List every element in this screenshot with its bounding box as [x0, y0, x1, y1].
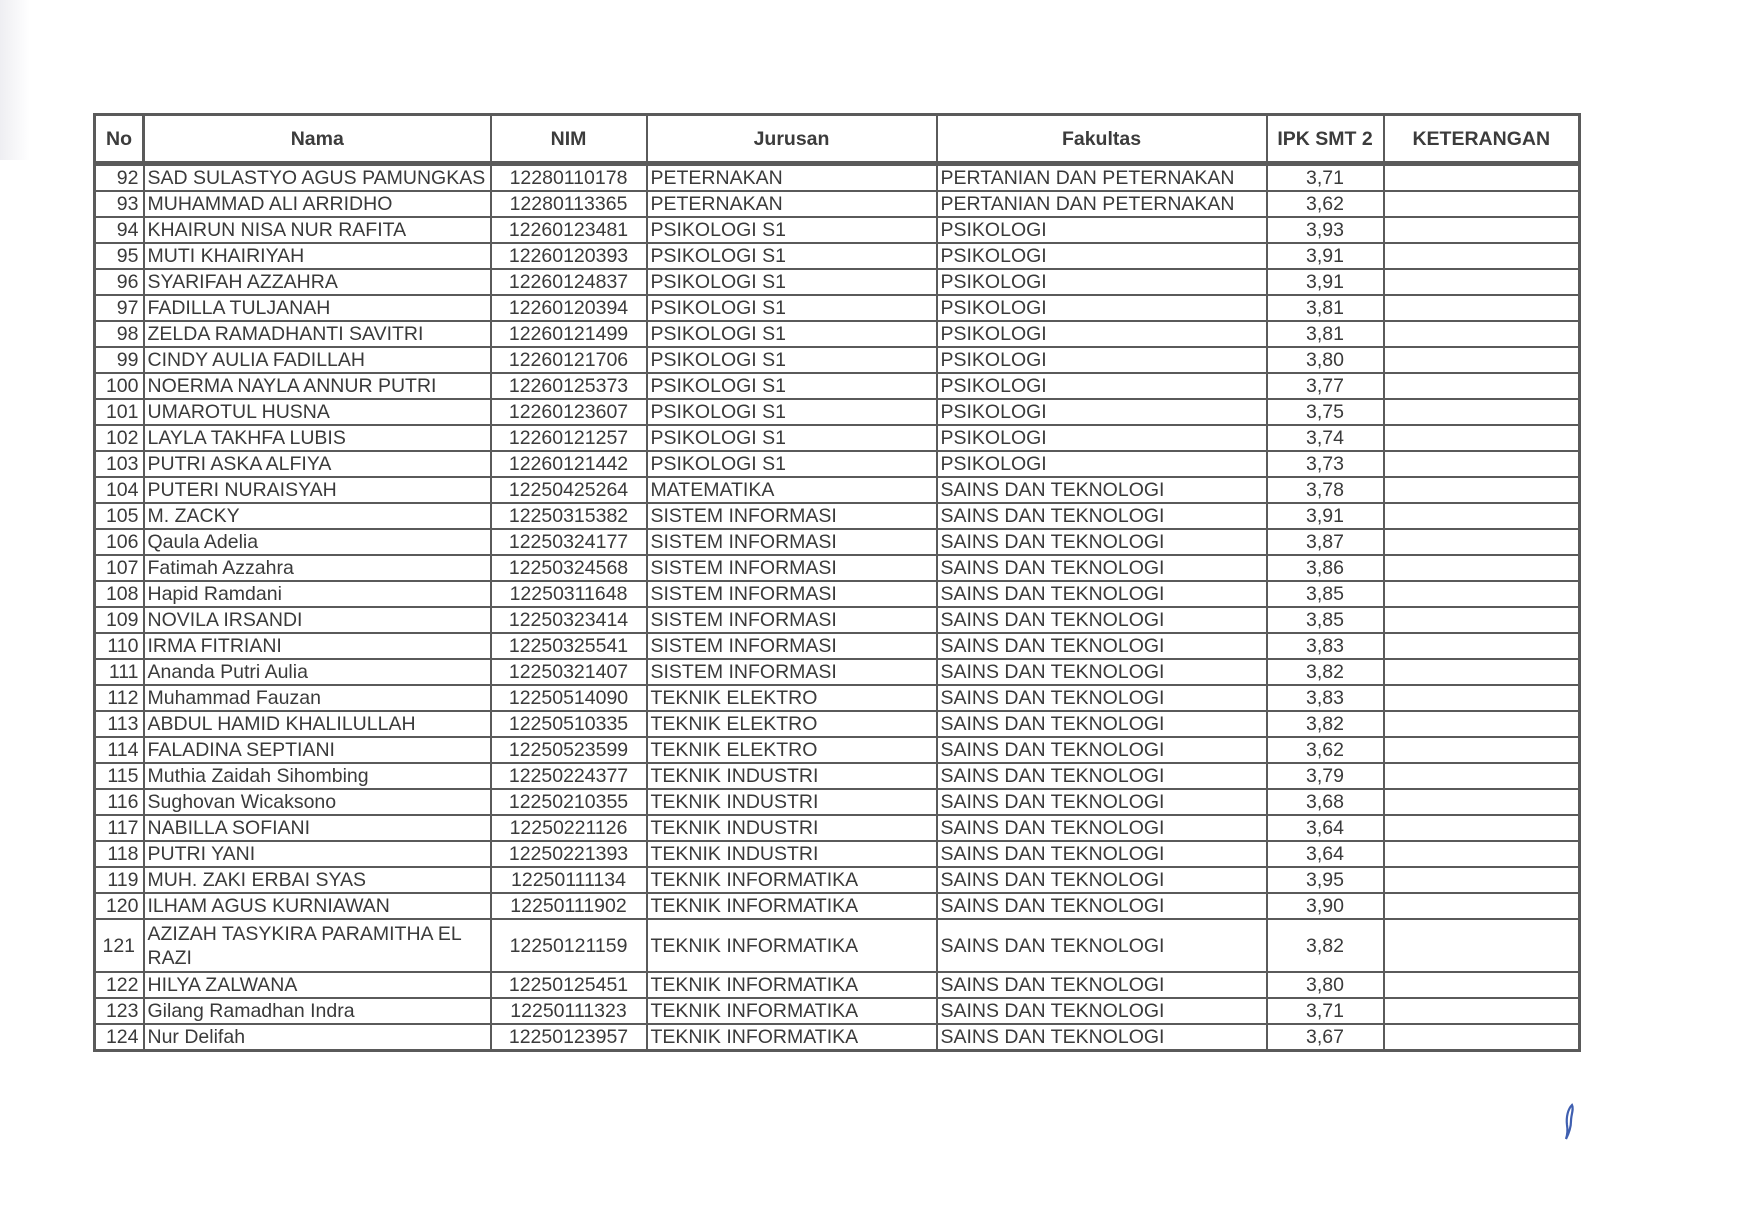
cell-keterangan: [1384, 815, 1580, 841]
cell-nim: 12260120393: [491, 243, 647, 269]
table-row: [95, 425, 1580, 451]
table-row: [95, 269, 1580, 295]
cell-nim: 12250523599: [491, 737, 647, 763]
cell-nim: 12250221393: [491, 841, 647, 867]
cell-jurusan: TEKNIK ELEKTRO: [647, 711, 937, 737]
table-row: [95, 685, 1580, 711]
cell-nim: 12250325541: [491, 633, 647, 659]
cell-keterangan: [1384, 633, 1580, 659]
cell-keterangan: [1384, 529, 1580, 555]
cell-no: 93: [95, 191, 144, 217]
cell-fakultas: SAINS DAN TEKNOLOGI: [937, 893, 1267, 919]
cell-ipk: 3,91: [1267, 243, 1384, 269]
cell-fakultas: PERTANIAN DAN PETERNAKAN: [937, 164, 1267, 192]
cell-keterangan: [1384, 737, 1580, 763]
cell-nim: 12250221126: [491, 815, 647, 841]
cell-keterangan: [1384, 841, 1580, 867]
cell-no: 103: [95, 451, 144, 477]
cell-fakultas: SAINS DAN TEKNOLOGI: [937, 581, 1267, 607]
cell-ipk: 3,93: [1267, 217, 1384, 243]
cell-nim: 12250324177: [491, 529, 647, 555]
cell-keterangan: [1384, 972, 1580, 998]
cell-fakultas: SAINS DAN TEKNOLOGI: [937, 503, 1267, 529]
cell-keterangan: [1384, 919, 1580, 972]
cell-jurusan: TEKNIK INDUSTRI: [647, 763, 937, 789]
table-body: [95, 164, 1580, 1051]
table-row: [95, 1024, 1580, 1051]
cell-fakultas: PSIKOLOGI: [937, 451, 1267, 477]
cell-jurusan: PETERNAKAN: [647, 191, 937, 217]
cell-nim: 12250311648: [491, 581, 647, 607]
cell-ipk: 3,64: [1267, 841, 1384, 867]
cell-jurusan: TEKNIK INFORMATIKA: [647, 998, 937, 1024]
cell-jurusan: PSIKOLOGI S1: [647, 347, 937, 373]
cell-ipk: 3,79: [1267, 763, 1384, 789]
cell-keterangan: [1384, 477, 1580, 503]
cell-ipk: 3,77: [1267, 373, 1384, 399]
cell-ipk: 3,71: [1267, 164, 1384, 192]
cell-nama: MUTI KHAIRIYAH: [144, 243, 491, 269]
header-nama: Nama: [144, 115, 491, 164]
cell-nama: SAD SULASTYO AGUS PAMUNGKAS: [144, 164, 491, 192]
cell-no: 102: [95, 425, 144, 451]
cell-jurusan: TEKNIK INDUSTRI: [647, 841, 937, 867]
cell-ipk: 3,81: [1267, 295, 1384, 321]
cell-nama: Ananda Putri Aulia: [144, 659, 491, 685]
cell-fakultas: PSIKOLOGI: [937, 373, 1267, 399]
table-row: [95, 633, 1580, 659]
cell-jurusan: SISTEM INFORMASI: [647, 607, 937, 633]
cell-jurusan: PSIKOLOGI S1: [647, 373, 937, 399]
cell-nama: CINDY AULIA FADILLAH: [144, 347, 491, 373]
cell-nim: 12250324568: [491, 555, 647, 581]
cell-no: 110: [95, 633, 144, 659]
cell-nim: 12250111323: [491, 998, 647, 1024]
cell-no: 114: [95, 737, 144, 763]
cell-ipk: 3,62: [1267, 737, 1384, 763]
table-row: [95, 243, 1580, 269]
cell-no: 109: [95, 607, 144, 633]
cell-fakultas: SAINS DAN TEKNOLOGI: [937, 841, 1267, 867]
cell-nama: M. ZACKY: [144, 503, 491, 529]
cell-no: 101: [95, 399, 144, 425]
cell-fakultas: SAINS DAN TEKNOLOGI: [937, 789, 1267, 815]
header-fakultas: Fakultas: [937, 115, 1267, 164]
cell-nim: 12280110178: [491, 164, 647, 192]
cell-keterangan: [1384, 451, 1580, 477]
table-row: [95, 191, 1580, 217]
table-row: [95, 295, 1580, 321]
cell-nama: Muthia Zaidah Sihombing: [144, 763, 491, 789]
table-row: [95, 789, 1580, 815]
cell-keterangan: [1384, 503, 1580, 529]
table-row: [95, 347, 1580, 373]
cell-keterangan: [1384, 789, 1580, 815]
cell-no: 111: [95, 659, 144, 685]
cell-nim: 12250514090: [491, 685, 647, 711]
cell-nama: MUH. ZAKI ERBAI SYAS: [144, 867, 491, 893]
cell-nim: 12250111902: [491, 893, 647, 919]
cell-ipk: 3,73: [1267, 451, 1384, 477]
cell-nama: NOERMA NAYLA ANNUR PUTRI: [144, 373, 491, 399]
cell-jurusan: PSIKOLOGI S1: [647, 321, 937, 347]
cell-fakultas: SAINS DAN TEKNOLOGI: [937, 1024, 1267, 1051]
cell-ipk: 3,82: [1267, 711, 1384, 737]
cell-no: 92: [95, 164, 144, 192]
cell-jurusan: TEKNIK ELEKTRO: [647, 737, 937, 763]
table-row: [95, 555, 1580, 581]
cell-fakultas: SAINS DAN TEKNOLOGI: [937, 555, 1267, 581]
cell-nama: UMAROTUL HUSNA: [144, 399, 491, 425]
cell-fakultas: PSIKOLOGI: [937, 217, 1267, 243]
cell-ipk: 3,91: [1267, 269, 1384, 295]
cell-keterangan: [1384, 191, 1580, 217]
cell-keterangan: [1384, 555, 1580, 581]
cell-nama: Muhammad Fauzan: [144, 685, 491, 711]
cell-nim: 12260123607: [491, 399, 647, 425]
cell-no: 108: [95, 581, 144, 607]
cell-jurusan: SISTEM INFORMASI: [647, 503, 937, 529]
table-row: [95, 763, 1580, 789]
cell-ipk: 3,71: [1267, 998, 1384, 1024]
cell-nama: KHAIRUN NISA NUR RAFITA: [144, 217, 491, 243]
table-header-row: [95, 115, 1580, 164]
table-row: [95, 399, 1580, 425]
table-row: [95, 477, 1580, 503]
cell-fakultas: SAINS DAN TEKNOLOGI: [937, 972, 1267, 998]
cell-ipk: 3,85: [1267, 607, 1384, 633]
cell-nim: 12260124837: [491, 269, 647, 295]
cell-ipk: 3,90: [1267, 893, 1384, 919]
cell-fakultas: SAINS DAN TEKNOLOGI: [937, 685, 1267, 711]
cell-nim: 12250121159: [491, 919, 647, 972]
table-row: [95, 841, 1580, 867]
cell-keterangan: [1384, 295, 1580, 321]
cell-ipk: 3,68: [1267, 789, 1384, 815]
header-ipk: IPK SMT 2: [1267, 115, 1384, 164]
cell-ipk: 3,82: [1267, 919, 1384, 972]
cell-keterangan: [1384, 1024, 1580, 1051]
cell-ipk: 3,95: [1267, 867, 1384, 893]
table-row: [95, 164, 1580, 192]
cell-fakultas: SAINS DAN TEKNOLOGI: [937, 815, 1267, 841]
cell-jurusan: SISTEM INFORMASI: [647, 555, 937, 581]
cell-fakultas: PSIKOLOGI: [937, 243, 1267, 269]
table-row: [95, 503, 1580, 529]
cell-nama: ABDUL HAMID KHALILULLAH: [144, 711, 491, 737]
cell-fakultas: SAINS DAN TEKNOLOGI: [937, 477, 1267, 503]
cell-jurusan: SISTEM INFORMASI: [647, 633, 937, 659]
cell-nim: 12250510335: [491, 711, 647, 737]
cell-jurusan: TEKNIK INDUSTRI: [647, 815, 937, 841]
cell-ipk: 3,91: [1267, 503, 1384, 529]
cell-fakultas: SAINS DAN TEKNOLOGI: [937, 529, 1267, 555]
cell-keterangan: [1384, 763, 1580, 789]
cell-no: 97: [95, 295, 144, 321]
cell-keterangan: [1384, 164, 1580, 192]
cell-no: 94: [95, 217, 144, 243]
cell-no: 104: [95, 477, 144, 503]
cell-fakultas: SAINS DAN TEKNOLOGI: [937, 737, 1267, 763]
table-row: [95, 737, 1580, 763]
cell-jurusan: PSIKOLOGI S1: [647, 451, 937, 477]
cell-jurusan: TEKNIK INFORMATIKA: [647, 972, 937, 998]
cell-nama: HILYA ZALWANA: [144, 972, 491, 998]
cell-nama: LAYLA TAKHFA LUBIS: [144, 425, 491, 451]
cell-ipk: 3,80: [1267, 972, 1384, 998]
cell-nim: 12250323414: [491, 607, 647, 633]
cell-nama: ZELDA RAMADHANTI SAVITRI: [144, 321, 491, 347]
cell-no: 107: [95, 555, 144, 581]
cell-jurusan: PETERNAKAN: [647, 164, 937, 192]
cell-jurusan: TEKNIK INFORMATIKA: [647, 919, 937, 972]
cell-keterangan: [1384, 581, 1580, 607]
cell-no: 113: [95, 711, 144, 737]
cell-nama: PUTERI NURAISYAH: [144, 477, 491, 503]
cell-nim: 12260120394: [491, 295, 647, 321]
cell-nim: 12250123957: [491, 1024, 647, 1051]
cell-nama: NABILLA SOFIANI: [144, 815, 491, 841]
cell-no: 115: [95, 763, 144, 789]
cell-no: 112: [95, 685, 144, 711]
cell-ipk: 3,78: [1267, 477, 1384, 503]
cell-ipk: 3,83: [1267, 685, 1384, 711]
cell-nama: FADILLA TULJANAH: [144, 295, 491, 321]
cell-no: 122: [95, 972, 144, 998]
cell-nama: SYARIFAH AZZAHRA: [144, 269, 491, 295]
cell-keterangan: [1384, 269, 1580, 295]
table-row: [95, 451, 1580, 477]
cell-nim: 12250315382: [491, 503, 647, 529]
cell-no: 95: [95, 243, 144, 269]
cell-ipk: 3,67: [1267, 1024, 1384, 1051]
cell-nim: 12250125451: [491, 972, 647, 998]
cell-nama: PUTRI ASKA ALFIYA: [144, 451, 491, 477]
cell-jurusan: SISTEM INFORMASI: [647, 529, 937, 555]
cell-nim: 12260121442: [491, 451, 647, 477]
cell-keterangan: [1384, 998, 1580, 1024]
cell-nama: NOVILA IRSANDI: [144, 607, 491, 633]
cell-jurusan: SISTEM INFORMASI: [647, 659, 937, 685]
cell-no: 117: [95, 815, 144, 841]
cell-nama: IRMA FITRIANI: [144, 633, 491, 659]
cell-jurusan: TEKNIK INFORMATIKA: [647, 893, 937, 919]
cell-nama: ILHAM AGUS KURNIAWAN: [144, 893, 491, 919]
cell-ipk: 3,62: [1267, 191, 1384, 217]
cell-keterangan: [1384, 399, 1580, 425]
cell-nama: Nur Delifah: [144, 1024, 491, 1051]
cell-fakultas: SAINS DAN TEKNOLOGI: [937, 867, 1267, 893]
cell-nama: AZIZAH TASYKIRA PARAMITHA EL RAZI: [144, 919, 491, 972]
cell-ipk: 3,81: [1267, 321, 1384, 347]
cell-nim: 12260123481: [491, 217, 647, 243]
cell-fakultas: SAINS DAN TEKNOLOGI: [937, 998, 1267, 1024]
cell-nim: 12250425264: [491, 477, 647, 503]
table-row: [95, 321, 1580, 347]
table-row: [95, 711, 1580, 737]
cell-no: 124: [95, 1024, 144, 1051]
cell-no: 98: [95, 321, 144, 347]
cell-ipk: 3,86: [1267, 555, 1384, 581]
header-keterangan: KETERANGAN: [1384, 115, 1580, 164]
cell-ipk: 3,75: [1267, 399, 1384, 425]
cell-no: 121: [95, 919, 144, 972]
cell-fakultas: PSIKOLOGI: [937, 399, 1267, 425]
cell-no: 116: [95, 789, 144, 815]
cell-ipk: 3,80: [1267, 347, 1384, 373]
cell-jurusan: TEKNIK INDUSTRI: [647, 789, 937, 815]
cell-keterangan: [1384, 217, 1580, 243]
cell-fakultas: SAINS DAN TEKNOLOGI: [937, 919, 1267, 972]
cell-jurusan: PSIKOLOGI S1: [647, 399, 937, 425]
cell-ipk: 3,74: [1267, 425, 1384, 451]
cell-jurusan: PSIKOLOGI S1: [647, 295, 937, 321]
cell-nim: 12260121499: [491, 321, 647, 347]
cell-fakultas: PSIKOLOGI: [937, 347, 1267, 373]
cell-no: 118: [95, 841, 144, 867]
table-row: [95, 581, 1580, 607]
table-row: [95, 867, 1580, 893]
cell-ipk: 3,85: [1267, 581, 1384, 607]
cell-ipk: 3,83: [1267, 633, 1384, 659]
cell-keterangan: [1384, 607, 1580, 633]
cell-no: 123: [95, 998, 144, 1024]
cell-jurusan: PSIKOLOGI S1: [647, 217, 937, 243]
cell-jurusan: PSIKOLOGI S1: [647, 243, 937, 269]
cell-keterangan: [1384, 659, 1580, 685]
cell-no: 96: [95, 269, 144, 295]
cell-jurusan: TEKNIK ELEKTRO: [647, 685, 937, 711]
cell-jurusan: MATEMATIKA: [647, 477, 937, 503]
cell-no: 100: [95, 373, 144, 399]
header-jurusan: Jurusan: [647, 115, 937, 164]
cell-nim: 12260125373: [491, 373, 647, 399]
cell-fakultas: PSIKOLOGI: [937, 321, 1267, 347]
cell-no: 99: [95, 347, 144, 373]
cell-nama: PUTRI YANI: [144, 841, 491, 867]
cell-no: 120: [95, 893, 144, 919]
cell-keterangan: [1384, 321, 1580, 347]
header-no: No: [95, 115, 144, 164]
cell-fakultas: PSIKOLOGI: [937, 269, 1267, 295]
cell-keterangan: [1384, 711, 1580, 737]
cell-no: 105: [95, 503, 144, 529]
cell-nama: Fatimah Azzahra: [144, 555, 491, 581]
cell-nim: 12250321407: [491, 659, 647, 685]
table-row: [95, 373, 1580, 399]
table-row: [95, 815, 1580, 841]
table-row: [95, 529, 1580, 555]
cell-fakultas: SAINS DAN TEKNOLOGI: [937, 711, 1267, 737]
cell-nama: Sughovan Wicaksono: [144, 789, 491, 815]
cell-ipk: 3,64: [1267, 815, 1384, 841]
cell-jurusan: TEKNIK INFORMATIKA: [647, 867, 937, 893]
cell-keterangan: [1384, 893, 1580, 919]
cell-fakultas: SAINS DAN TEKNOLOGI: [937, 607, 1267, 633]
cell-nim: 12250111134: [491, 867, 647, 893]
header-nim: NIM: [491, 115, 647, 164]
cell-no: 106: [95, 529, 144, 555]
cell-nama: Hapid Ramdani: [144, 581, 491, 607]
table-row: [95, 919, 1580, 972]
pen-initial-icon: [1562, 1103, 1576, 1141]
cell-keterangan: [1384, 373, 1580, 399]
table-row: [95, 607, 1580, 633]
cell-nama: FALADINA SEPTIANI: [144, 737, 491, 763]
table-row: [95, 972, 1580, 998]
cell-fakultas: SAINS DAN TEKNOLOGI: [937, 763, 1267, 789]
cell-keterangan: [1384, 425, 1580, 451]
cell-jurusan: TEKNIK INFORMATIKA: [647, 1024, 937, 1051]
cell-fakultas: SAINS DAN TEKNOLOGI: [937, 633, 1267, 659]
cell-nim: 12260121706: [491, 347, 647, 373]
cell-ipk: 3,87: [1267, 529, 1384, 555]
cell-keterangan: [1384, 685, 1580, 711]
student-gpa-table: [93, 113, 1581, 1052]
cell-no: 119: [95, 867, 144, 893]
cell-fakultas: PERTANIAN DAN PETERNAKAN: [937, 191, 1267, 217]
cell-jurusan: PSIKOLOGI S1: [647, 425, 937, 451]
cell-ipk: 3,82: [1267, 659, 1384, 685]
table-row: [95, 659, 1580, 685]
cell-keterangan: [1384, 867, 1580, 893]
table-row: [95, 217, 1580, 243]
cell-nama: MUHAMMAD ALI ARRIDHO: [144, 191, 491, 217]
table-row: [95, 998, 1580, 1024]
cell-nim: 12250224377: [491, 763, 647, 789]
cell-keterangan: [1384, 347, 1580, 373]
cell-nim: 12260121257: [491, 425, 647, 451]
scan-edge-shadow: [0, 0, 30, 160]
cell-keterangan: [1384, 243, 1580, 269]
cell-jurusan: PSIKOLOGI S1: [647, 269, 937, 295]
table-row: [95, 893, 1580, 919]
cell-nim: 12250210355: [491, 789, 647, 815]
cell-nim: 12280113365: [491, 191, 647, 217]
cell-fakultas: SAINS DAN TEKNOLOGI: [937, 659, 1267, 685]
cell-jurusan: SISTEM INFORMASI: [647, 581, 937, 607]
cell-nama: Qaula Adelia: [144, 529, 491, 555]
cell-nama: Gilang Ramadhan Indra: [144, 998, 491, 1024]
cell-fakultas: PSIKOLOGI: [937, 295, 1267, 321]
cell-fakultas: PSIKOLOGI: [937, 425, 1267, 451]
